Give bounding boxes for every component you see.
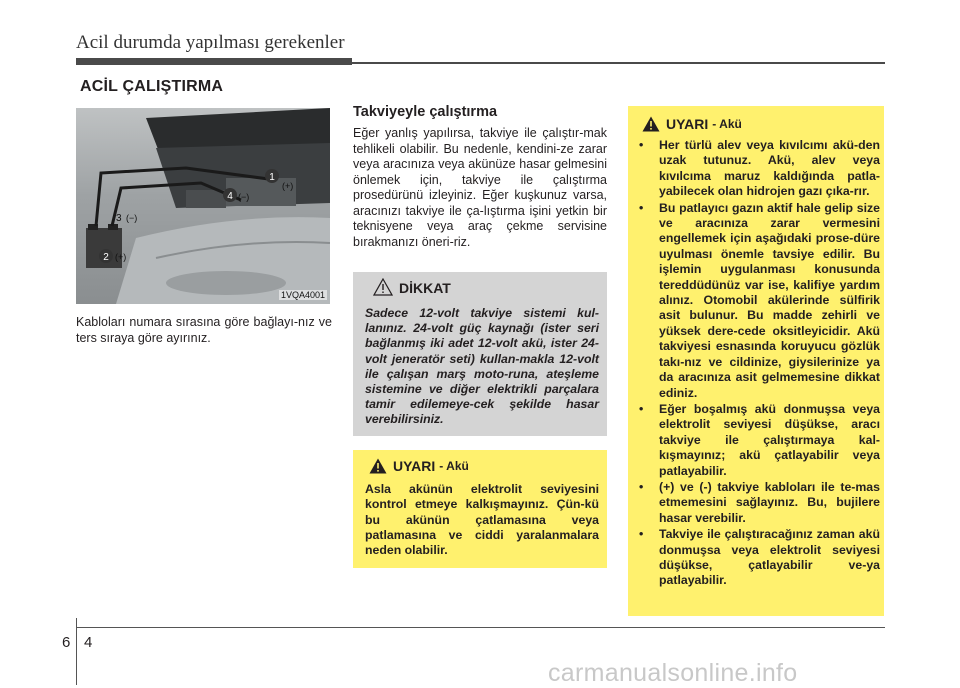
header-rule [352,62,885,64]
figure-polarity-4: (−) [238,192,250,202]
warning-text: Asla akünün elektrolit seviyesini kontrol etmeye kalkışmayınız. Çün-kü bu akünün çatlamasına veya patlamasına ve ciddi yaralanmalara neden olabilir. [365,482,599,558]
watermark: carmanualsonline.info [548,659,798,687]
list-item-text: (+) ve (-) takviye kabloları ile te-mas etmemesini sağlayınız. Bu, bujilere hasar verebilir. [659,479,880,525]
warning-triangle-icon [369,458,387,474]
bullet: • [639,479,644,494]
bullet: • [639,401,644,416]
list-item [636,402,880,479]
list-item-text: Bu patlayıcı gazın aktif hale gelip size ve aracınıza zarar vermesini engellemek için aşağıdaki prose-düre uyulması önemle tavsiye edilir. Bu işlemin uygulanması konusunda tereddüdünüz var ise, kalifiye yardım alınız. Otomobil akülerinde sülfirik asit bulunur. Bu madde zehirli ve yüksek dere-cede oksitleyicidir. Akü takviyesi esnasında koruyucu gözlük takı-nız ve cildinize, giysilerinize ya da aracınıza asit gelmemesine dikkat ediniz. [659,200,880,400]
takviye-text: Eğer yanlış yapılırsa, takviye ile çalıştır-mak tehlikeli olabilir. Bu nedenle, kendini-ze zarar veya aracınıza veya akünüze hasar gelmesini önlemek için, takviye ile çalıştırma prosedürünü izleyiniz. Eğer kuşkunuz varsa, aracınızı takviye ile ça-lıştırma işini yetkin bir teknisyene veya araç çekme servisine bırakmanızı öneri-riz. [353,126,607,249]
caution-box [353,272,607,436]
warning-header [369,458,469,474]
figure-code: 1VQA4001 [280,290,325,300]
list-item [636,138,880,200]
warning-triangle-icon [642,116,660,132]
figure-label-4: 4 [227,191,233,202]
figure-caption: Kabloları numara sırasına göre bağlayı-nız ve ters sıraya göre ayırınız. [76,315,332,345]
warning-title: UYARI [393,458,436,474]
list-item-text: Eğer boşalmış akü donmuşsa veya elektrolit seviyesi düşükse, aracı takviye ile çalıştırmaya kal-kışmayınız; akü çatlayabilir veya patlayabilir. [659,401,880,478]
section-title: ACİL ÇALIŞTIRMA [80,78,224,95]
page-number: 4 [84,634,93,651]
jump-start-illustration [76,108,330,304]
bullet: • [639,527,644,542]
list-item-text: Takviye ile çalıştıracağınız zaman akü donmuşsa veya elektrolit seviyesi düşükse, çatlayabilir ve-ya patlayabilir. [659,527,880,588]
figure-label-1: 1 [269,172,275,183]
warning-list [636,138,880,590]
list-item [636,201,880,401]
footer-vertical-rule [76,618,77,685]
takviye-title: Takviyeyle çalıştırma [353,104,498,120]
engine-bay-drawing [76,108,330,304]
chapter-number: 6 [62,634,71,651]
figure-polarity-3: (−) [126,213,138,223]
list-item [636,527,880,589]
warning-box-electrolyte [353,450,607,568]
list-item-text: Her türlü alev veya kıvılcımı akü-den uzak tutunuz. Akü, alev veya kıvılcıma maruz kaldığında patla-yabilecek olan hidrojen gazı çıka-rır. [659,138,880,199]
footer-rule [76,627,885,628]
page-header-title: Acil durumda yapılması gerekenler [76,32,345,53]
warning-subtitle: - Akü [712,117,742,131]
list-item [636,480,880,526]
bullet: • [639,138,644,152]
caution-title: DİKKAT [399,280,451,296]
warning-header [642,116,742,132]
warning-box-battery [628,106,884,616]
caution-text: Sadece 12-volt takviye sistemi kul-lanınız. 24-volt güç kaynağı (ister seri bağlanmış iki adet 12-volt akü, ister 24-volt jeneratör seti) kullan-makla 12-volt ile çalışan marş moto-runa, ateşleme sistemine ve diğer elektrikli parçalara tamir edilemeye-cek şekilde hasar verebilirsiniz. [365,306,599,427]
figure-polarity-2: (+) [115,252,127,262]
warning-title: UYARI [666,116,709,132]
figure-label-2: 2 [103,252,109,263]
bullet: • [639,200,644,215]
header-bar [76,58,352,65]
figure-polarity-1: (+) [282,181,294,191]
caution-header [373,278,451,296]
warning-subtitle: - Akü [439,459,469,473]
figure-label-3: 3 [116,213,122,224]
caution-triangle-icon [373,278,393,296]
